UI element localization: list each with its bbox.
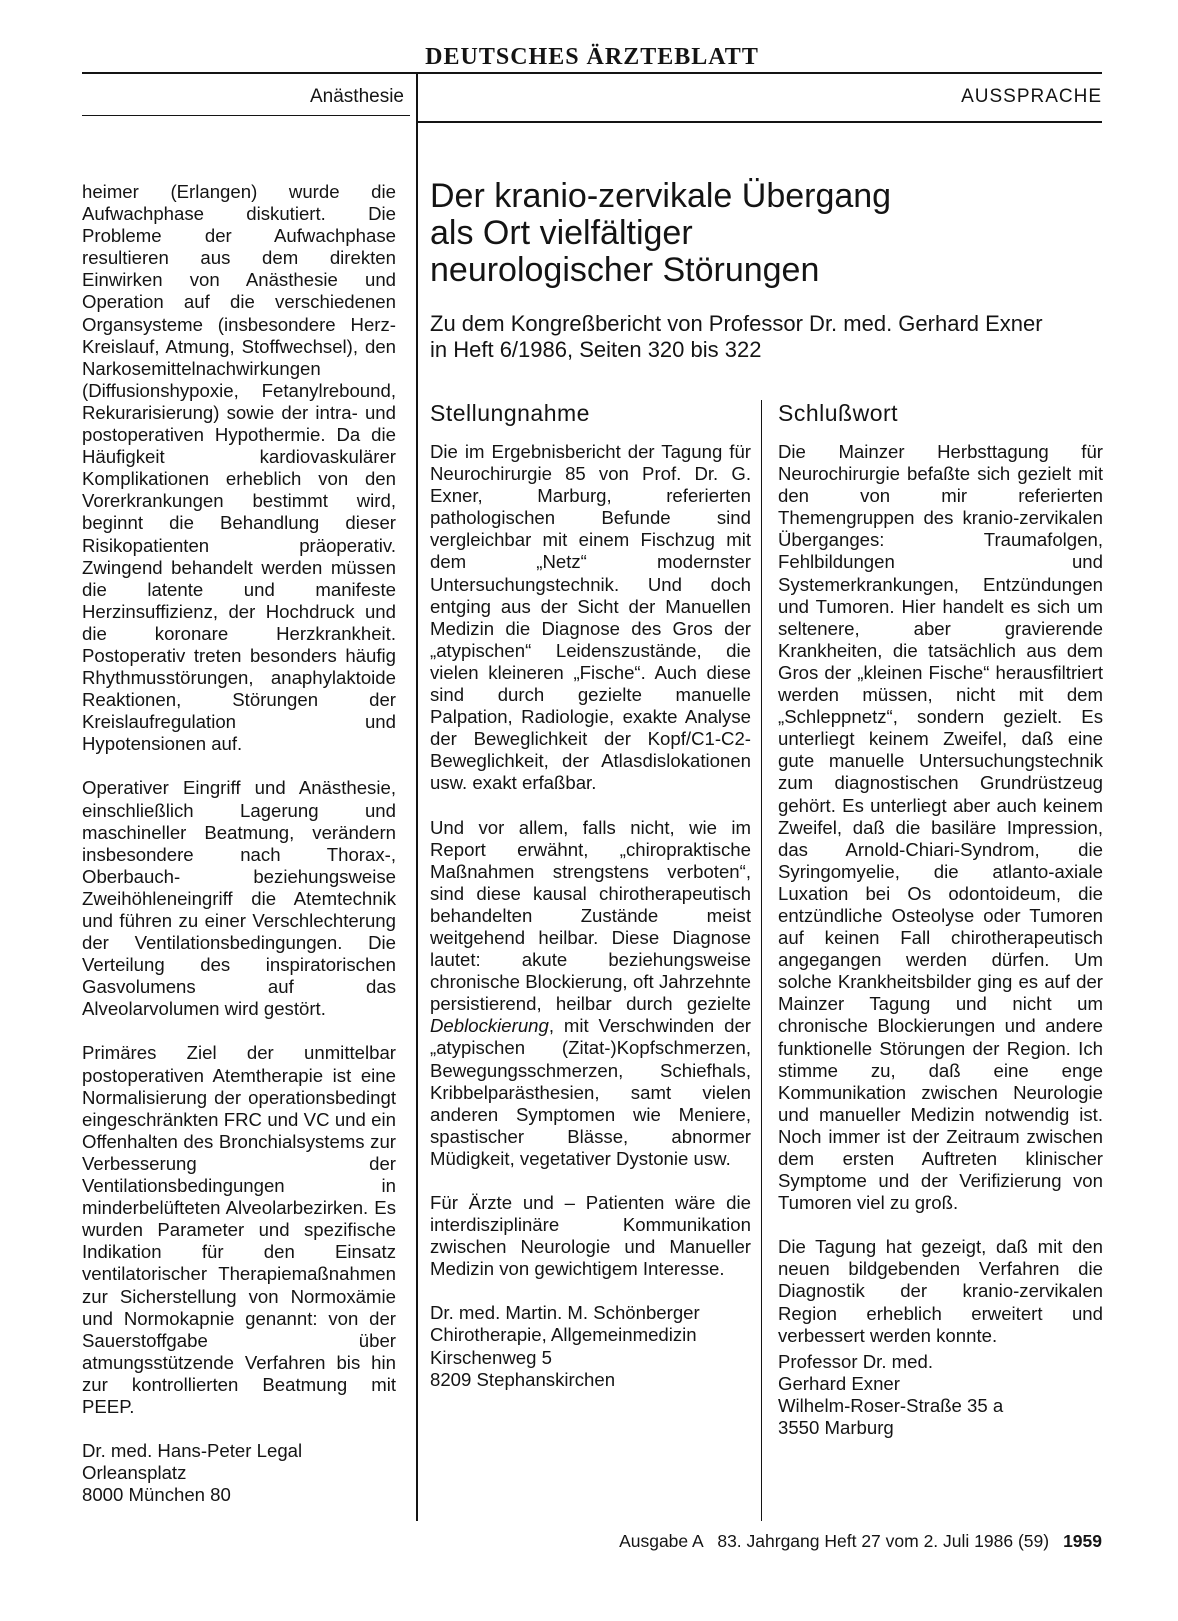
author-name: Dr. med. Hans-Peter Legal [82,1440,303,1462]
subtitle-line: in Heft 6/1986, Seiten 320 bis 322 [430,337,762,362]
issue-info: Ausgabe A 83. Jahrgang Heft 27 vom 2. Juli 1986 (59) [619,1531,1050,1551]
left-column-rule [82,115,410,116]
column-divider-inner [761,400,762,1521]
author-street: Orleansplatz [82,1462,187,1484]
subtitle-line: Zu dem Kongreßbericht von Professor Dr. med. Gerhard Exner [430,311,1043,336]
author-city: 3550 Marburg [778,1417,894,1439]
author-street: Kirschenweg 5 [430,1346,552,1368]
header-rule [82,72,1102,74]
text-run: , mit Verschwinden der „atypischen (Zitat-)Kopfschmerzen, Bewegungsschmerzen, Schiefhals, Kribbelparästhesien, samt vielen anderen Symptomen wie Meniere, spastischer Blässe, abnormer Müdigkeit, vegetativer Dystonie usw. [430,1015,751,1169]
section-label-left: Anästhesie [309,86,404,107]
paragraph: heimer (Erlangen) wurde die Aufwachphase diskutiert. Die Probleme der Aufwachphase resultieren aus dem direkten Einwirken von Anästhesie und Operation auf die verschiedenen Organsysteme (insbesondere Herz-Kreislauf, Atmung, Stoffwechsel), den Narkosemittelnachwirkungen (Diffusionshypoxie, Fetanylrebound, Rekurarisierung) sowie der intra- und postoperativen Hypothermie. Da die Häufigkeit kardiovaskulärer Komplikationen erheblich von den Vorerkrankungen bestimmt wird, beginnt die Behandlung dieser Risikopatienten präoperativ. Zwingend behandelt werden müssen die latente und manifeste Herzinsuffizienz, der Hochdruck und die koronare Herzkrankheit. Postoperativ treten besonders häufig Rhythmusstörungen, anaphylaktoide Reaktionen, Störungen der Kreislaufregulation und Hypotensionen auf. [82,181,396,755]
text-run: Und vor allem, falls nicht, wie im Report erwähnt, „chiropraktische Maßnahmen strengstens verboten“, sind diese kausal chirotherapeutisch behandelten Zustände meist weitgehend heilbar. Diese Diagnose lautet: akute beziehungsweise chronische Blockierung, oft Jahrzehnte persistierend, heilbar durch gezielte [430,816,751,1015]
statement-column [430,441,751,1391]
author-city: 8209 Stephanskirchen [430,1368,616,1390]
author-name-2: Gerhard Exner [778,1372,900,1394]
paragraph: Für Ärzte und – Patienten wäre die interdisziplinäre Kommunikation zwischen Neurologie und Manueller Medizin von gewichtigem Interesse. [430,1192,751,1280]
article-subtitle [430,311,1102,363]
page-footer [430,1531,1102,1552]
reply-column [778,441,1103,1439]
author-block [82,1440,396,1506]
author-name: Professor Dr. med. [778,1350,933,1372]
reply-heading: Schlußwort [778,400,899,426]
paragraph: Die Tagung hat gezeigt, daß mit den neuen bildgebenden Verfahren die Diagnostik der kranio-zervikalen Region erheblich erweitert und verbessert werden konnte. [778,1236,1103,1346]
emphasis: Deblockierung [430,1015,549,1037]
author-name: Dr. med. Martin. M. Schönberger [430,1302,700,1324]
title-line: Der kranio-zervikale Übergang [430,177,892,215]
author-city: 8000 München 80 [82,1484,231,1506]
statement-heading: Stellungnahme [430,400,590,426]
title-line: neurologischer Störungen [430,251,820,289]
title-line: als Ort vielfältiger [430,214,693,252]
page-number: 1959 [1063,1531,1102,1551]
author-block [430,1302,751,1390]
section-label-right: AUSSPRACHE [961,86,1102,107]
right-column-rule [418,121,1102,123]
column-divider-main [416,74,418,1521]
masthead: DEUTSCHES ÄRZTEBLATT [425,44,759,70]
author-block [778,1351,1103,1439]
paragraph [430,817,751,1171]
left-column [82,181,396,1506]
author-street: Wilhelm-Roser-Straße 35 a [778,1394,1004,1416]
paragraph: Operativer Eingriff und Anästhesie, einschließlich Lagerung und maschineller Beatmung, verändern insbesondere nach Thorax-, Oberbauch- beziehungsweise Zweihöhleneingriff die Atemtechnik und führen zu einer Verschlechterung der Ventilationsbedingungen. Die Verteilung des inspiratorischen Gasvolumens auf das Alveolarvolumen wird gestört. [82,777,396,1020]
author-role: Chirotherapie, Allgemeinmedizin [430,1324,697,1346]
paragraph: Primäres Ziel der unmittelbar postoperativen Atemtherapie ist eine Normalisierung der operationsbedingt eingeschränkten FRC und VC und ein Offenhalten des Bronchialsystems zur Verbesserung der Ventilationsbedingungen in minderbelüfteten Alveolarbezirken. Es wurden Parameter und spezifische Indikation für den Einsatz ventilatorischer Therapiemaßnahmen zur Sicherstellung von Normoxämie und Normokapnie genannt: von der Sauerstoffgabe über atmungsstützende Verfahren bis hin zur kontrollierten Beatmung mit PEEP. [82,1042,396,1417]
article-title [430,178,1102,289]
paragraph: Die Mainzer Herbsttagung für Neurochirurgie befaßte sich gezielt mit den von mir referierten Themengruppen des kranio-zervikalen Überganges: Traumafolgen, Fehlbildungen und Systemerkrankungen, Entzündungen und Tumoren. Hier handelt es sich um seltenere, aber gravierende Krankheiten, die tatsächlich aus dem Gros der „kleinen Fische“ herausfiltriert werden müssen, nicht mit dem „Schleppnetz“, sondern gezielt. Es unterliegt keinem Zweifel, daß eine gute manuelle Untersuchungstechnik zum diagnostischen Grundrüstzeug gehört. Es unterliegt aber auch keinem Zweifel, daß die basiläre Impression, das Arnold-Chiari-Syndrom, die Syringomyelie, die atlanto-axiale Luxation bei Os odontoideum, die entzündliche Osteolyse oder Tumoren auf keinen Fall chirotherapeutisch angegangen werden dürfen. Um solche Krankheitsbilder ging es auf der Mainzer Tagung und nicht um chronische Blockierungen und andere funktionelle Störungen der Region. Ich stimme zu, daß eine enge Kommunikation zwischen Neurologie und manueller Medizin notwendig ist. Noch immer ist der Zeitraum zwischen dem ersten Auftreten klinischer Symptome und der Verifizierung von Tumoren viel zu groß. [778,441,1103,1214]
paragraph: Die im Ergebnisbericht der Tagung für Neurochirurgie 85 von Prof. Dr. G. Exner, Marburg, referierten pathologischen Befunde sind vergleichbar mit einem Fischzug mit dem „Netz“ modernster Untersuchungstechnik. Und doch entging aus der Sicht der Manuellen Medizin die Diagnose des Gros der „atypischen“ Leidenszustände, die vielen kleineren „Fische“. Auch diese sind durch gezielte manuelle Palpation, Radiologie, exakte Analyse der Beweglichkeit der Kopf/C1-C2-Beweglichkeit, der Atlasdislokationen usw. exakt erfaßbar. [430,441,751,794]
